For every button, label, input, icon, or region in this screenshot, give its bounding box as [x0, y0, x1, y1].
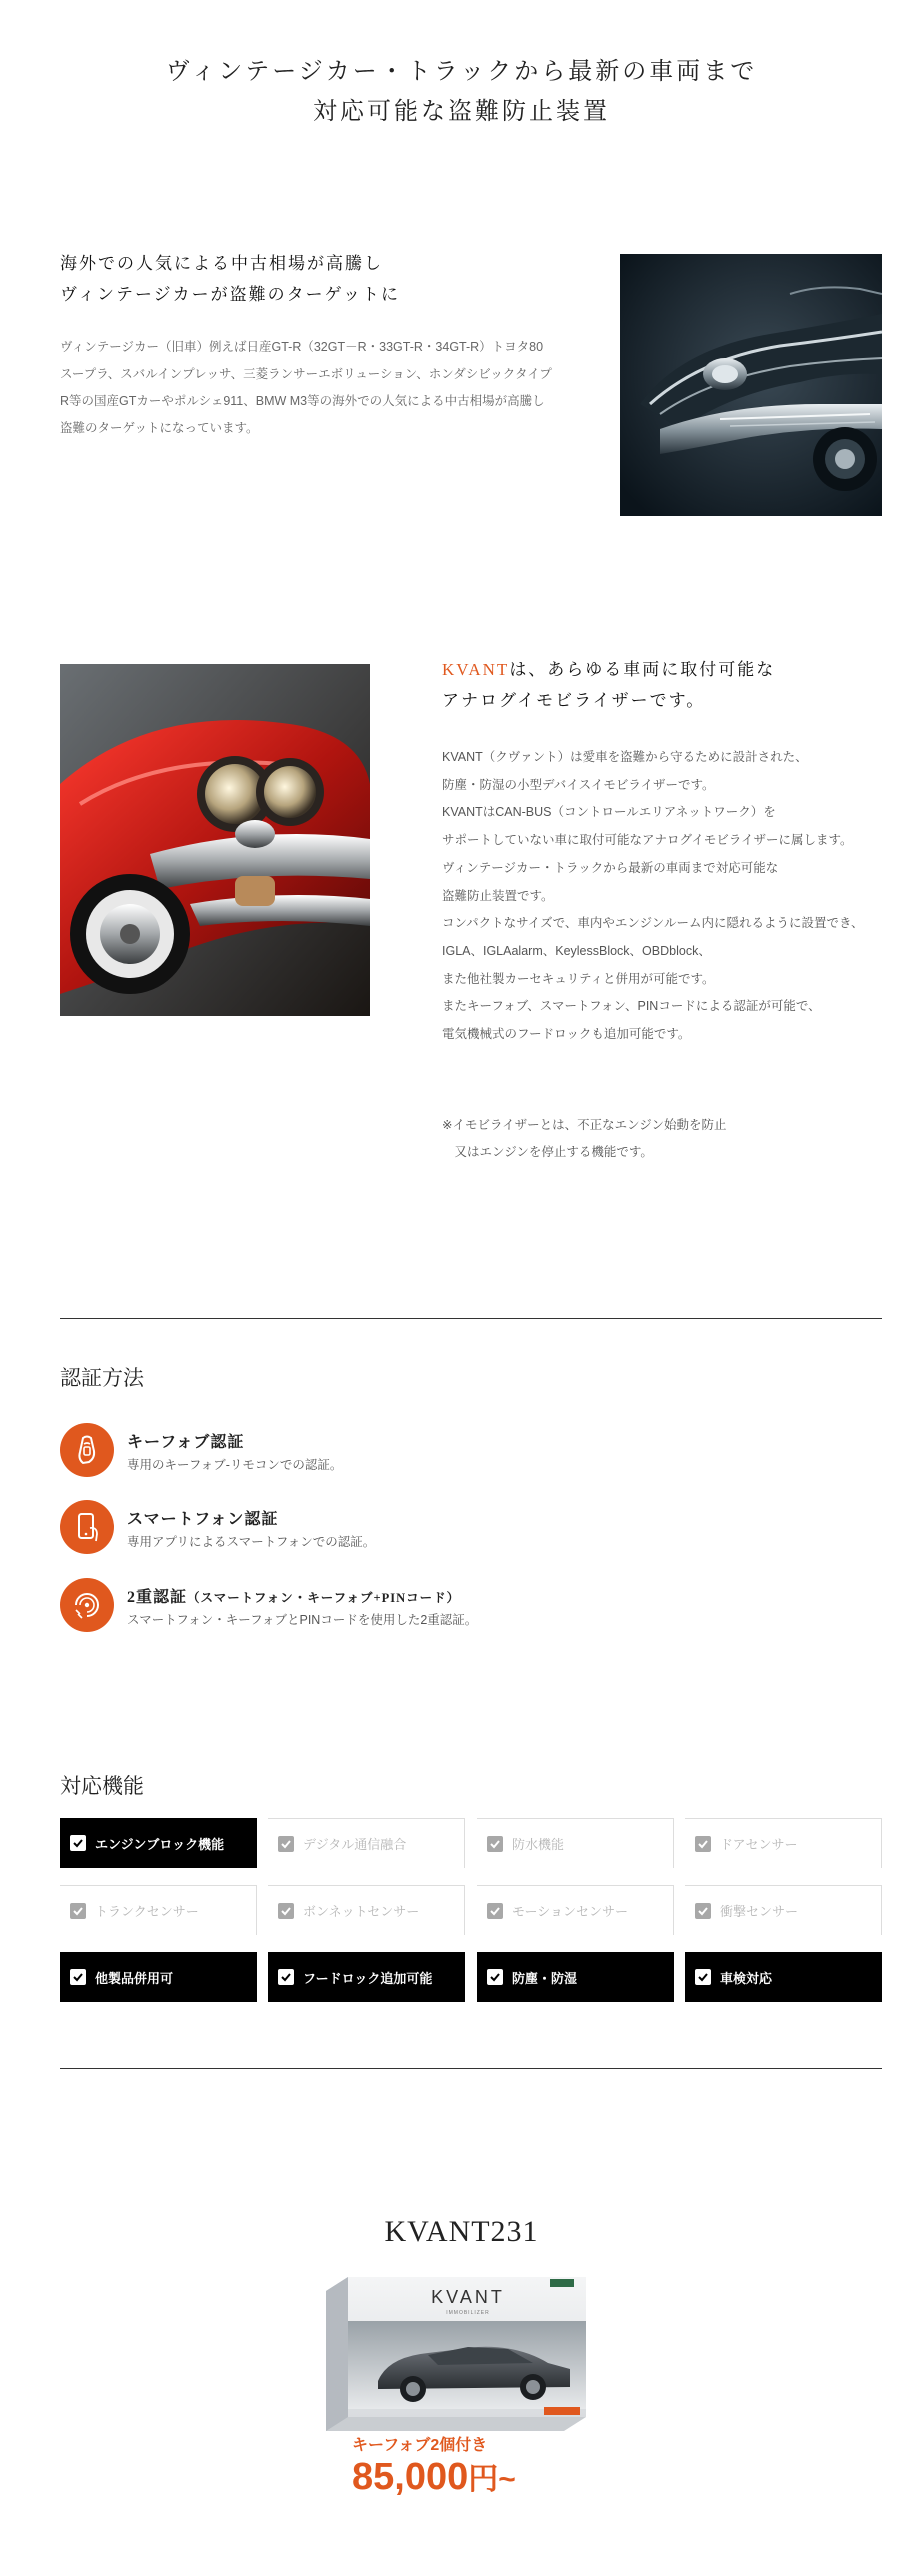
checkbox-icon	[278, 1969, 294, 1985]
section1-heading-line1: 海外での人気による中古相場が高騰し	[60, 254, 383, 273]
hero-title-line2: 対応可能な盗難防止装置	[313, 99, 610, 125]
auth-section-title: 認証方法	[60, 1366, 144, 1390]
feature-item	[60, 1885, 257, 1935]
section2-body-line: 電気機械式のフードロックも追加可能です。	[442, 1027, 691, 1042]
section2-body-line: また他社製カーセキュリティと併用が可能です。	[442, 971, 715, 986]
auth-name-suffix: （スマートフォン・キーフォブ+PINコード）	[187, 1591, 461, 1605]
section1-heading	[60, 248, 400, 310]
price-amount: 85,000	[352, 2456, 469, 2498]
feature-label: モーションセンサー	[512, 1904, 628, 1919]
feature-item	[477, 1818, 674, 1868]
checkbox-icon	[70, 1969, 86, 1985]
section1-body: ヴィンテージカー（旧車）例えば日産GT-R（32GT－R・33GT-R・34GT-R）トヨタ80スープラ、スバルインプレッサ、三菱ランサーエボリューション、ホンダシビックタイプR等の国産GTカーやポルシェ911、BMW M3等の海外での人気による中古相場が高騰し盗難のターゲットになっています。	[60, 340, 552, 435]
section1-heading-line2: ヴィンテージカーが盗難のターゲットに	[60, 285, 400, 304]
feature-label: トランクセンサー	[95, 1904, 199, 1919]
feature-item	[60, 1818, 257, 1868]
immobilizer-note	[442, 1112, 882, 1166]
checkbox-icon	[487, 1836, 503, 1852]
auth-name: キーフォブ認証	[127, 1434, 245, 1451]
section2-heading-line1	[442, 654, 775, 685]
price-unit: 円~	[468, 2463, 516, 2496]
feature-label: 衝撃センサー	[720, 1904, 799, 1919]
hero-title	[0, 52, 923, 132]
checkbox-icon	[695, 1836, 711, 1852]
section2-body-line: KVANTはCAN-BUS（コントロールエリアネットワーク）を	[442, 805, 776, 820]
auth-desc: スマートフォン・キーフォブとPINコードを使用した2重認証。	[127, 1613, 478, 1627]
auth-item-smartphone	[60, 1500, 882, 1560]
checkbox-icon	[278, 1903, 294, 1919]
section2-body	[442, 744, 882, 1049]
section2-body-line: KVANT（クヴァント）は愛車を盗難から守るために設計された、	[442, 750, 808, 764]
section2-body-line: コンパクトなサイズで、車内やエンジンルーム内に隠れるように設置でき、IGLA、IGLAalarm、KeylessBlock、OBDblock、	[442, 916, 864, 958]
feature-label: 車検対応	[720, 1970, 773, 1986]
auth-item-keyfob	[60, 1423, 882, 1483]
auth-desc: 専用アプリによるスマートフォンでの認証。	[127, 1535, 376, 1549]
product-box-image	[318, 2269, 586, 2439]
immobilizer-note-line1: ※イモビライザーとは、不正なエンジン始動を防止	[442, 1118, 727, 1132]
feature-label: デジタル通信融合	[303, 1837, 407, 1852]
feature-item	[685, 1818, 882, 1868]
section2-heading-line2: アナログイモビライザーです。	[442, 691, 706, 710]
auth-name-main: 2重認証	[127, 1589, 188, 1606]
key-fob-icon	[60, 1423, 114, 1477]
auth-item-double	[60, 1578, 882, 1638]
divider	[60, 2068, 882, 2069]
feature-label: ドアセンサー	[720, 1837, 798, 1852]
features-section-title: 対応機能	[60, 1774, 144, 1798]
checkbox-icon	[695, 1969, 711, 1985]
feature-label: フードロック追加可能	[303, 1970, 433, 1986]
feature-label: ボンネットセンサー	[303, 1904, 420, 1919]
vintage-car-red-image	[60, 664, 370, 1016]
feature-label: 他製品併用可	[95, 1970, 174, 1986]
checkbox-icon	[487, 1969, 503, 1985]
vintage-car-dark-image	[620, 254, 882, 516]
checkbox-icon	[487, 1903, 503, 1919]
product-price	[352, 2454, 516, 2499]
feature-item	[268, 1818, 465, 1868]
section2-body-line: またキーフォブ、スマートフォン、PINコードによる認証が可能で、	[442, 999, 821, 1014]
feature-item	[477, 1952, 674, 2002]
auth-name: スマートフォン認証	[127, 1511, 279, 1528]
feature-item	[685, 1885, 882, 1935]
section2-body-line: 盗難防止装置です。	[442, 888, 554, 903]
checkbox-icon	[278, 1836, 294, 1852]
product-box-logo: KVANT	[431, 2287, 505, 2307]
section2-heading	[442, 654, 775, 716]
feature-item	[477, 1885, 674, 1935]
double-auth-icon	[60, 1578, 114, 1632]
divider	[60, 1318, 882, 1319]
hero-title-line1: ヴィンテージカー・トラックから最新の車両まで	[165, 59, 758, 85]
kvant-brand-accent: KVANT	[442, 660, 510, 679]
checkbox-icon	[70, 1903, 86, 1919]
price-note: キーフォブ2個付き	[352, 2437, 488, 2454]
feature-item	[685, 1952, 882, 2002]
feature-label: 防塵・防湿	[512, 1970, 578, 1986]
section2-body-line: 防塵・防湿の小型デバイスイモビライザーです。	[442, 777, 715, 792]
section2-body-line: サポートしていない車に取付可能なアナログイモビライザーに属します。	[442, 833, 853, 848]
immobilizer-note-line2: 又はエンジンを停止する機能です。	[442, 1145, 653, 1159]
smartphone-icon	[60, 1500, 114, 1554]
checkbox-icon	[70, 1835, 86, 1851]
feature-label: 防水機能	[512, 1837, 565, 1852]
checkbox-icon	[695, 1903, 711, 1919]
feature-item	[268, 1952, 465, 2002]
product-name: KVANT231	[384, 2215, 539, 2248]
auth-name	[127, 1584, 460, 1607]
auth-desc: 専用のキーフォブ-リモコンでの認証。	[127, 1458, 343, 1472]
feature-label: エンジンブロック機能	[95, 1836, 225, 1852]
section2-heading-line1-rest: は、あらゆる車両に取付可能な	[509, 660, 776, 679]
section2-body-line: ヴィンテージカー・トラックから最新の車両まで対応可能な	[442, 860, 779, 875]
feature-item	[60, 1952, 257, 2002]
product-box-subtitle: IMMOBILIZER	[446, 2310, 490, 2316]
feature-item	[268, 1885, 465, 1935]
